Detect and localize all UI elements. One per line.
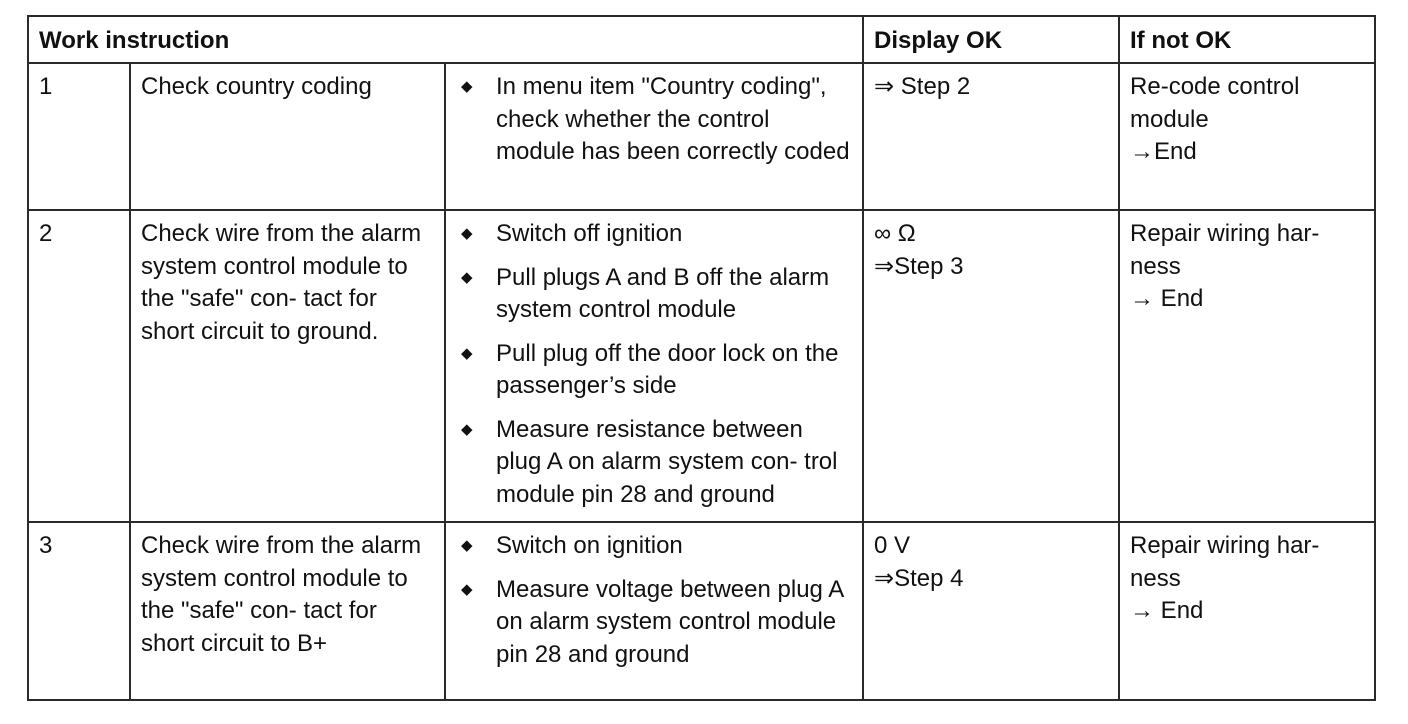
list-item xyxy=(456,218,854,251)
instruction-text: Measure voltage between plug A on alarm system control module pin 28 and ground xyxy=(496,575,843,668)
instruction-text: In menu item "Country coding", check whether the control module has been correctly coded xyxy=(496,73,850,165)
header-display-ok: Display OK xyxy=(863,16,1119,63)
list-item xyxy=(456,530,854,563)
list-item xyxy=(456,262,854,327)
instruction-text: Pull plugs A and B off the alarm system control module xyxy=(496,263,830,323)
diamond-bullet-icon: ◆ xyxy=(461,420,473,438)
check-description: Check wire from the alarm system control module to the "safe" con- tact for short circuit to B+ xyxy=(130,522,445,700)
if-not-ok-line: module xyxy=(1130,105,1209,133)
table-row xyxy=(28,522,1375,700)
instruction-list xyxy=(456,530,854,671)
instruction-list xyxy=(456,218,854,511)
diamond-bullet-icon: ◆ xyxy=(461,268,473,286)
instruction-cell xyxy=(445,63,863,210)
if-not-ok-line: → End xyxy=(1130,285,1204,312)
display-ok-value: ⇒ Step 2 xyxy=(874,73,971,100)
if-not-ok-line: ness xyxy=(1130,564,1181,592)
diamond-bullet-icon: ◆ xyxy=(461,78,473,95)
instruction-text: Pull plug off the door lock on the passenger’s side xyxy=(496,339,839,399)
step-number: 3 xyxy=(28,522,130,700)
list-item xyxy=(456,71,854,169)
instruction-list xyxy=(456,71,854,169)
instruction-text: Measure resistance between plug A on alarm system con- trol module pin 28 and ground xyxy=(496,415,838,508)
display-ok-value: ⇒Step 4 xyxy=(874,564,964,592)
list-item xyxy=(456,338,854,403)
instruction-text: Switch off ignition xyxy=(496,220,683,247)
if-not-ok-line: Repair wiring har- xyxy=(1130,220,1320,247)
if-not-ok-line: → End xyxy=(1130,597,1204,624)
diamond-bullet-icon: ◆ xyxy=(461,344,473,362)
header-if-not-ok: If not OK xyxy=(1119,16,1375,63)
if-not-ok-cell xyxy=(1119,522,1375,700)
display-ok-cell xyxy=(863,210,1119,522)
header-work-instruction: Work instruction xyxy=(28,16,863,63)
if-not-ok-line: ness xyxy=(1130,252,1181,280)
table-header-row xyxy=(28,16,1375,63)
instruction-cell xyxy=(445,522,863,700)
display-ok-value: 0 V xyxy=(874,532,911,559)
if-not-ok-cell xyxy=(1119,210,1375,522)
list-item xyxy=(456,574,854,672)
diamond-bullet-icon: ◆ xyxy=(461,225,473,242)
if-not-ok-cell xyxy=(1119,63,1375,210)
diamond-bullet-icon: ◆ xyxy=(461,580,473,598)
display-ok-cell xyxy=(863,63,1119,210)
display-ok-value: ∞ Ω xyxy=(874,220,916,247)
check-description: Check country coding xyxy=(130,63,445,210)
diamond-bullet-icon: ◆ xyxy=(461,537,473,554)
instruction-text: Switch on ignition xyxy=(496,532,683,559)
step-number: 1 xyxy=(28,63,130,210)
work-instruction-table xyxy=(27,15,1376,701)
check-description: Check wire from the alarm system control module to the "safe" con- tact for short circuit to ground. xyxy=(130,210,445,522)
display-ok-value: ⇒Step 3 xyxy=(874,252,964,280)
instruction-cell xyxy=(445,210,863,522)
if-not-ok-line: Repair wiring har- xyxy=(1130,532,1320,559)
if-not-ok-line: Re-code control xyxy=(1130,73,1300,100)
display-ok-cell xyxy=(863,522,1119,700)
if-not-ok-line: →End xyxy=(1130,138,1197,165)
step-number: 2 xyxy=(28,210,130,522)
table-row xyxy=(28,210,1375,522)
table-row xyxy=(28,63,1375,210)
list-item xyxy=(456,414,854,512)
